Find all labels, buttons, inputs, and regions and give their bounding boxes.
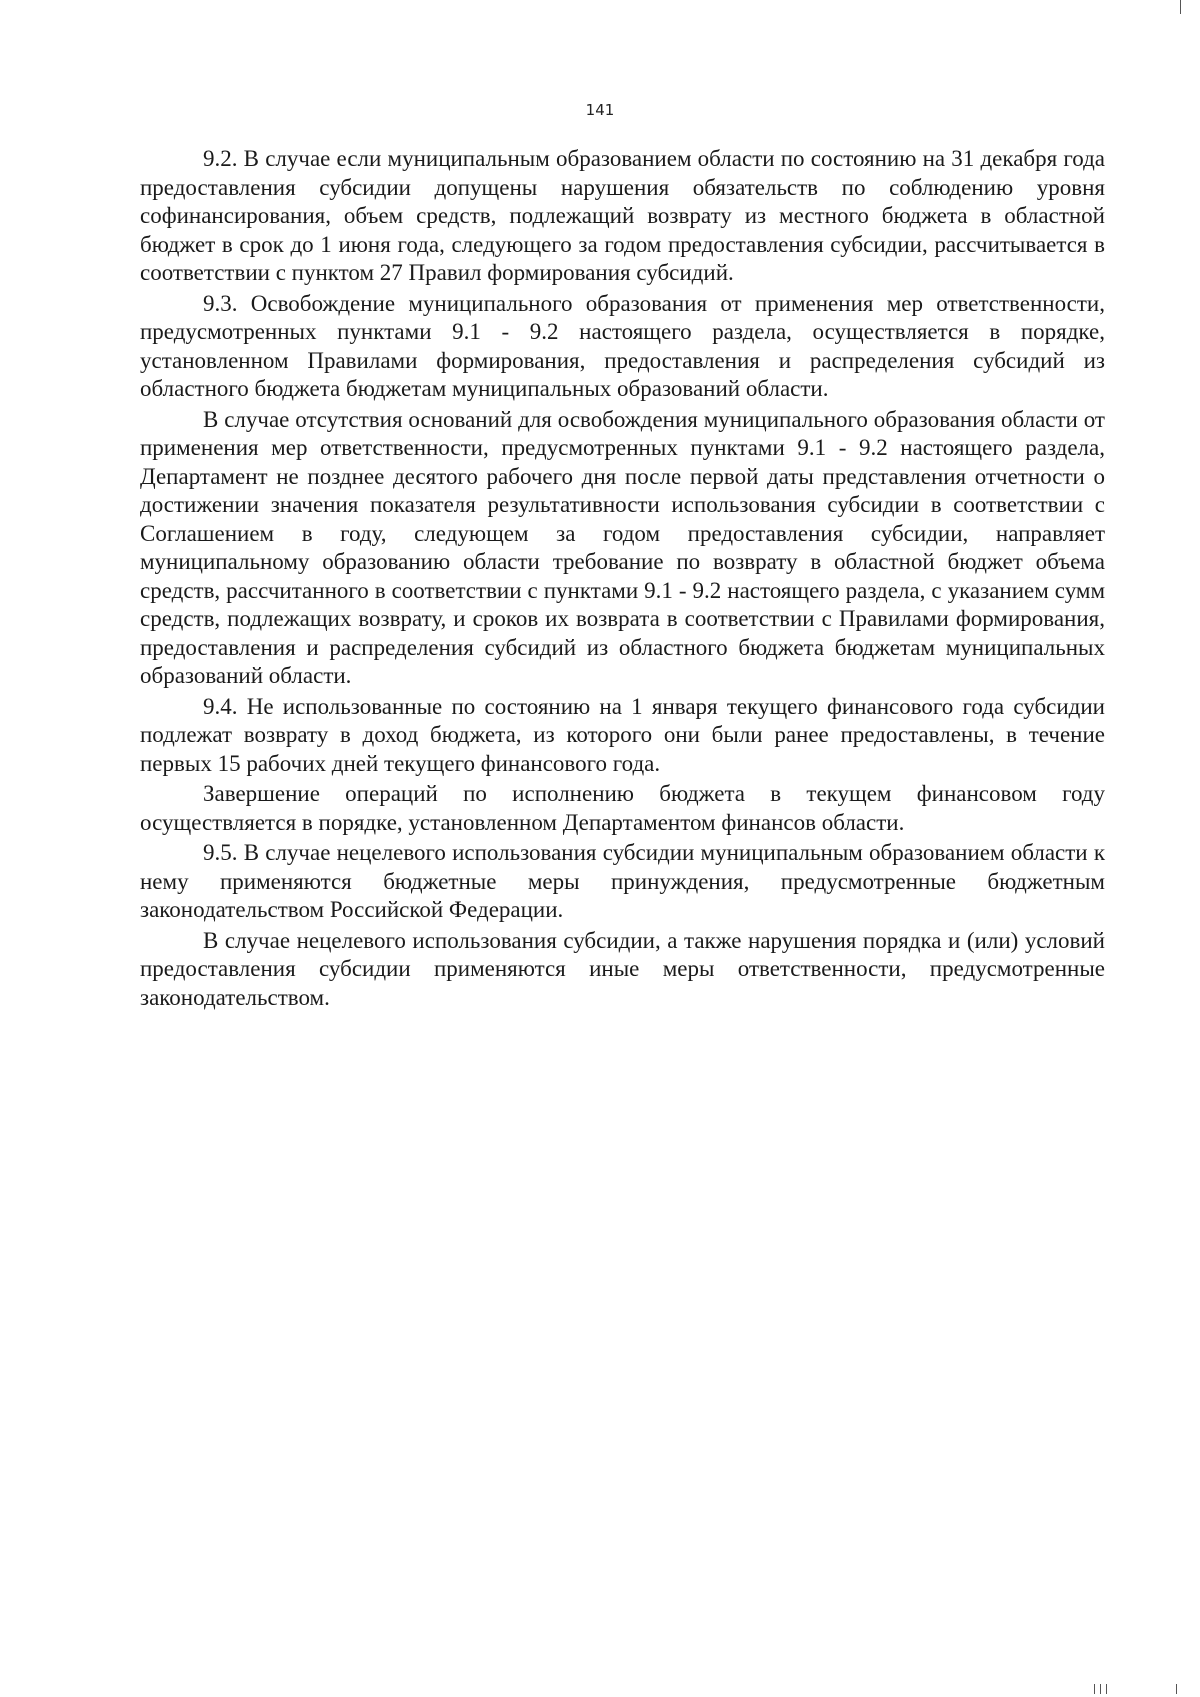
page-number: 141	[585, 101, 615, 119]
paragraph-9-4: 9.4. Не использованные по состоянию на 1 января текущего финансового года субсидии подлежат возврату в доход бюджета, из которого они были ранее предоставлены, в течение первых 15 рабочих дней текущего финансового года.	[140, 693, 1105, 776]
paragraph-9-5: 9.5. В случае нецелевого использования субсидии муниципальным образованием области к нему применяются бюджетные меры принуждения, предусмотренные бюджетным законодательством Российской Федерации.	[140, 840, 1105, 922]
paragraph-9-4-continuation: Завершение операций по исполнению бюджета в текущем финансовом году осуществляется в порядке, установленном Департаментом финансов области.	[140, 781, 1105, 835]
scan-edge-mark-bottom-2	[1100, 1684, 1101, 1694]
paragraph-9-3: 9.3. Освобождение муниципального образования от применения мер ответственности, предусмотренных пунктами 9.1 - 9.2 настоящего раздела, осуществляется в порядке, установленном Правилами формирования, предоставления и распределения субсидий из областного бюджета бюджетам муниципальных образований области.	[140, 290, 1105, 401]
scan-edge-mark-top	[1180, 0, 1181, 14]
paragraph-9-5-continuation: В случае нецелевого использования субсидии, а также нарушения порядка и (или) условий предоставления субсидии применяются иные меры ответственности, предусмотренные законодательством.	[140, 927, 1105, 1010]
scan-edge-mark-bottom-3	[1106, 1684, 1107, 1694]
scan-edge-mark-bottom-4	[1176, 1684, 1177, 1694]
scan-edge-mark-bottom-1	[1094, 1684, 1095, 1694]
document-body	[140, 145, 1105, 1014]
paragraph-9-2: 9.2. В случае если муниципальным образованием области по состоянию на 31 декабря года предоставления субсидии допущены нарушения обязательств по соблюдению уровня софинансирования, объем средств, подлежащий возврату из местного бюджета в областной бюджет в срок до 1 июня года, следующего за годом предоставления субсидии, рассчитывается в соответствии с пунктом 27 Правил формирования субсидий.	[140, 146, 1105, 285]
paragraph-9-3-continuation: В случае отсутствия оснований для освобождения муниципального образования области от применения мер ответственности, предусмотренных пунктами 9.1 - 9.2 настоящего раздела, Департамент не позднее десятого рабочего дня после первой даты представления отчетности о достижении значения показателя результативности использования субсидии в соответствии с Соглашением в году, следующем за годом предоставления субсидии, направляет муниципальному образованию области требование по возврату в областной бюджет объема средств, рассчитанного в соответствии с пунктами 9.1 - 9.2 настоящего раздела, с указанием сумм средств, подлежащих возврату, и сроков их возврата в соответствии с Правилами формирования, предоставления и распределения субсидий из областного бюджета бюджетам муниципальных образований области.	[140, 406, 1105, 688]
